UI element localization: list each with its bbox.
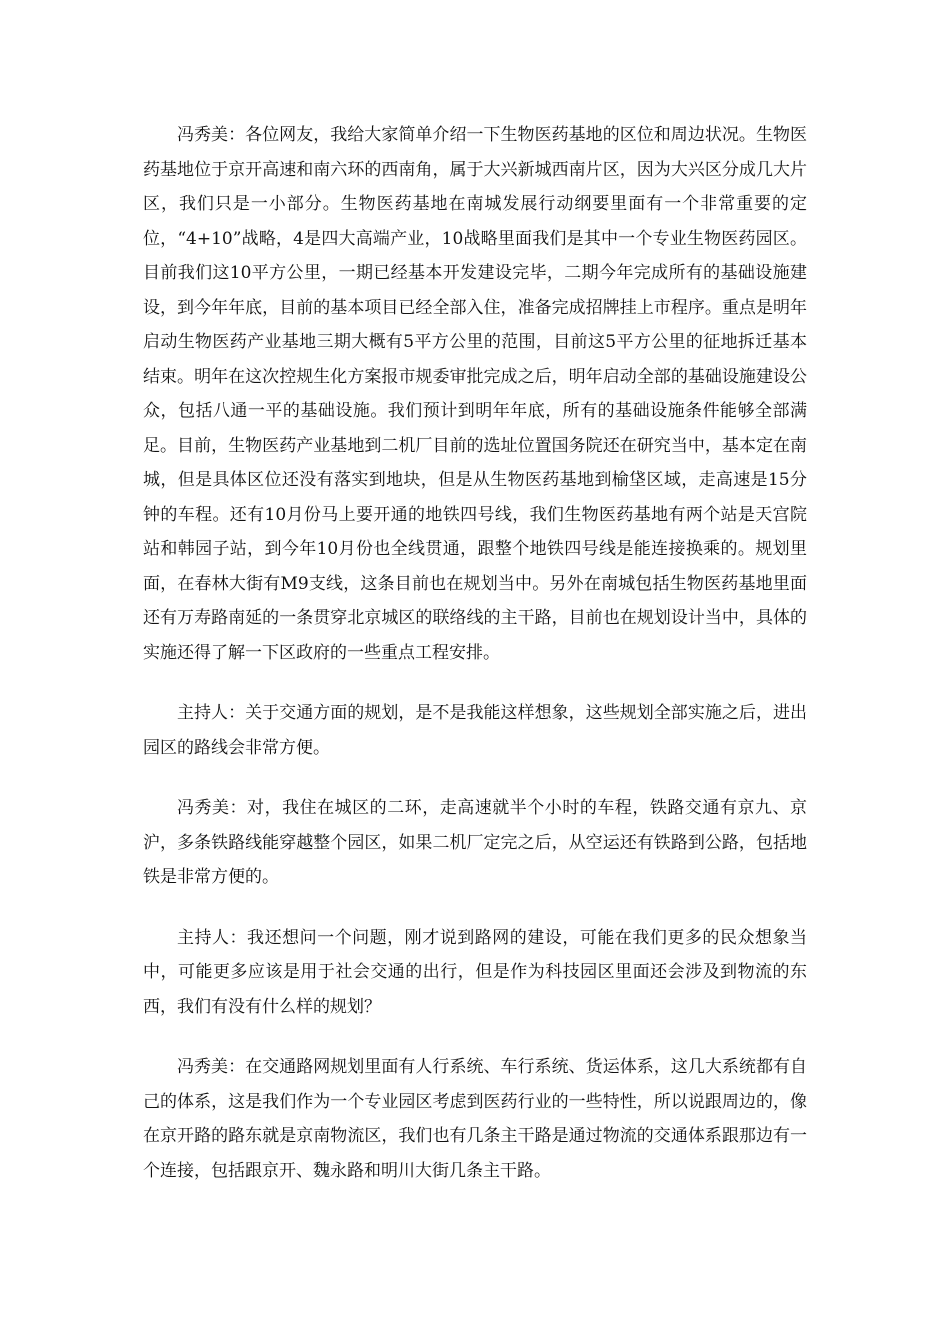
document-body <box>143 118 807 1214</box>
paragraph-host-traffic-question: 主持人：关于交通方面的规划，是不是我能这样想象，这些规划全部实施之后，进出园区的路线会非常方便。 <box>143 703 807 758</box>
paragraph-speaker-feng-logistics-answer: 冯秀美：在交通路网规划里面有人行系统、车行系统、货运体系，这几大系统都有自己的体系，这是我们作为一个专业园区考虑到医药行业的一些特性，所以说跟周边的，像在京开路的路东就是京南物流区，我们也有几条主干路是通过物流的交通体系跟那边有一个连接，包括跟京开、魏永路和明川大街几条主干路。 <box>143 1057 807 1181</box>
paragraph-speaker-feng-intro: 冯秀美：各位网友，我给大家简单介绍一下生物医药基地的区位和周边状况。生物医药基地位于京开高速和南六环的西南角，属于大兴新城西南片区，因为大兴区分成几大片区，我们只是一小部分。生物医药基地在南城发展行动纲要里面有一个非常重要的定位，“4+10”战略，4是四大高端产业，10战略里面我们是其中一个专业生物医药园区。目前我们这10平方公里，一期已经基本开发建设完毕，二期今年完成所有的基础设施建设，到今年年底，目前的基本项目已经全部入住，准备完成招牌挂上市程序。重点是明年启动生物医药产业基地三期大概有5平方公里的范围，目前这5平方公里的征地拆迁基本结束。明年在这次控规生化方案报市规委审批完成之后，明年启动全部的基础设施建设公众，包括八通一平的基础设施。我们预计到明年年底，所有的基础设施条件能够全部满足。目前，生物医药产业基地到二机厂目前的选址位置国务院还在研究当中，基本定在南城，但是具体区位还没有落实到地块，但是从生物医药基地到榆垡区域，走高速是15分钟的车程。还有10月份马上要开通的地铁四号线，我们生物医药基地有两个站是天宫院站和韩园子站，到今年10月份也全线贯通，跟整个地铁四号线是能连接换乘的。规划里面，在春林大街有M9支线，这条目前也在规划当中。另外在南城包括生物医药基地里面还有万寿路南延的一条贯穿北京城区的联络线的主干路，目前也在规划设计当中，具体的实施还得了解一下区政府的一些重点工程安排。 <box>143 125 807 663</box>
paragraph-host-logistics-question: 主持人：我还想问一个问题，刚才说到路网的建设，可能在我们更多的民众想象当中，可能更多应该是用于社会交通的出行，但是作为科技园区里面还会涉及到物流的东西，我们有没有什么样的规划？ <box>143 927 807 1017</box>
paragraph-speaker-feng-traffic-answer: 冯秀美：对，我住在城区的二环，走高速就半个小时的车程，铁路交通有京九、京沪，多条铁路线能穿越整个园区，如果二机厂定完之后，从空运还有铁路到公路，包括地铁是非常方便的。 <box>143 798 807 887</box>
